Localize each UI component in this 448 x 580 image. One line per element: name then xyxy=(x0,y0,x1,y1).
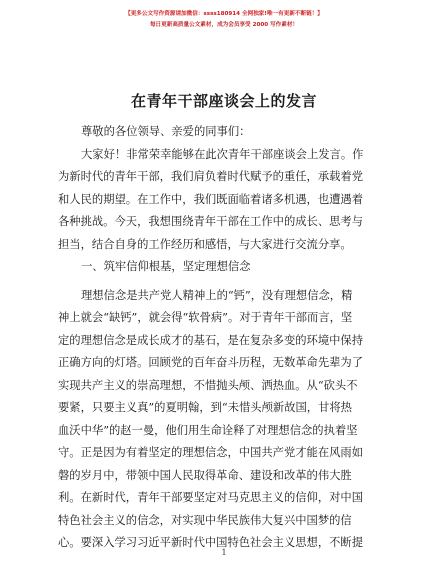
paragraph-line: 定的理想信念是成长成才的基石，是在复杂多变的环境中保持 xyxy=(58,333,364,347)
paragraph-line: 大家好！非常荣幸能够在此次青年干部座谈会上发言。作 xyxy=(81,147,364,161)
paragraph-line: 特色社会主义的信念，对实现中华民族伟大复兴中国梦的信 xyxy=(58,513,352,527)
promo-banner-line-1: 【更多公文写作资源请加微信：ssss180914 全网独家!唯一有更新不断链！】 xyxy=(125,11,323,17)
paragraph-line: 为新时代的青年干部，我们肩负着时代赋予的重任，承载着党 xyxy=(58,170,364,183)
document-title: 在青年干部座谈会上的发言 xyxy=(130,92,317,110)
promo-banner-line-2: 每日更新高质量公文素材，成为会员享受 2000 写作素材！ xyxy=(149,22,299,28)
paragraph-line: 正确方向的灯塔。回顾党的百年奋斗历程，无数革命先辈为了 xyxy=(58,356,364,369)
paragraph-line: 血沃中华”的赵一曼，他们用生命诠释了对理想信念的执着坚 xyxy=(58,423,358,437)
paragraph-line: 理想信念是共产党人精神上的“钙”，没有理想信念，精 xyxy=(81,288,353,302)
paragraph-line: 磐的岁月中，带领中国人民取得革命、建设和改革的伟大胜 xyxy=(58,468,352,482)
paragraph-line: 要紧，只要主义真”的夏明翰，到“未惜头颅新故国，甘将热 xyxy=(58,401,352,414)
paragraph-line: 神上就会“缺钙”，就会得“软骨病”。对于青年干部而言，坚 xyxy=(58,311,353,324)
paragraph-line: 心。要深入学习习近平新时代中国特色社会主义思想，不断提 xyxy=(58,536,364,549)
page-number: 1 xyxy=(221,548,227,557)
section-1-paragraph xyxy=(58,285,388,555)
section-heading: 一、筑牢信仰根基，坚定理想信念 xyxy=(81,260,251,273)
paragraph-line: 利。在新时代，青年干部要坚定对马克思主义的信仰，对中国 xyxy=(58,491,364,504)
paragraph-line: 守。正是因为有着坚定的理想信念，中国共产党才能在风雨如 xyxy=(58,446,364,459)
document-body xyxy=(58,121,388,555)
paragraph-line: 和人民的期望。在工作中，我们既面临着诸多机遇，也遭遇着 xyxy=(58,192,364,206)
paragraph-line: 各种挑战。今天，我想围绕青年干部在工作中的成长、思考与 xyxy=(58,215,364,228)
intro-paragraph xyxy=(58,144,388,257)
paragraph-line: 实现共产主义的崇高理想，不惜抛头颅、洒热血。从“砍头不 xyxy=(58,378,358,392)
salutation: 尊敬的各位领导、亲爱的同事们： xyxy=(81,125,251,138)
paragraph-line: 担当，结合自身的工作经历和感悟，与大家进行交流分享。 xyxy=(58,237,352,251)
